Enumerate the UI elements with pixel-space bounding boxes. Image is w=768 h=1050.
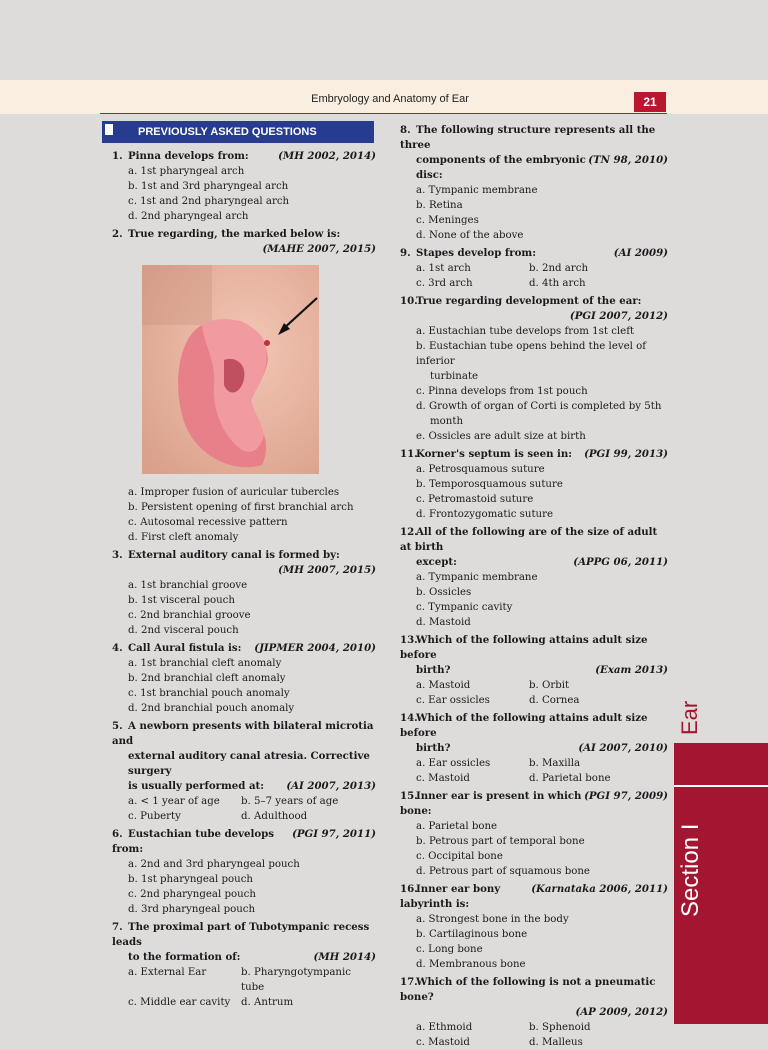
question-source: (MH 2002, 2014)	[278, 150, 376, 162]
sidebar-ear-label: Ear	[677, 700, 702, 735]
ear-photo	[142, 265, 319, 474]
header-rule	[100, 113, 667, 114]
option: a. Ear ossicles	[416, 758, 491, 769]
option: a. Eustachian tube develops from 1st cleft	[416, 326, 635, 337]
option: d. First cleft anomaly	[128, 532, 239, 543]
option: d. Adulthood	[241, 811, 308, 822]
option: d. Antrum	[241, 997, 294, 1008]
option: b. Petrous part of temporal bone	[416, 836, 585, 847]
option: e. Ossicles are adult size at birth	[416, 431, 586, 442]
question-number: 12.	[400, 526, 418, 538]
question-source: (MH 2007, 2015)	[278, 564, 376, 576]
page-number: 21	[634, 92, 666, 112]
question-text-line: is usually performed at:	[128, 780, 265, 792]
option: a. External Ear	[128, 967, 207, 978]
question-source: (TN 98, 2010)	[588, 154, 668, 166]
question-number: 14.	[400, 712, 418, 724]
option: c. Ear ossicles	[416, 695, 490, 706]
question-number: 10.	[400, 295, 418, 307]
option: a. 1st arch	[416, 263, 471, 274]
question-text: All of the following are of the size of adult at birth	[400, 526, 658, 553]
question-source: (PGI 97, 2009)	[584, 790, 668, 802]
question-text: True regarding development of the ear:	[416, 295, 642, 307]
question-text: Which of the following is not a pneumatic bone?	[400, 976, 656, 1003]
option: a. 1st branchial cleft anomaly	[128, 658, 282, 669]
option: c. 2nd pharyngeal pouch	[128, 889, 256, 900]
question-text-line: birth?	[416, 664, 451, 676]
question-number: 11.	[400, 448, 418, 460]
question-text-line: to the formation of:	[128, 951, 241, 963]
question-text-line: components of the embryonic disc:	[416, 154, 586, 181]
option: c. Middle ear cavity	[128, 997, 231, 1008]
option: b. 5–7 years of age	[241, 796, 339, 807]
option: c. 1st branchial pouch anomaly	[128, 688, 290, 699]
question-text: Inner ear is present in which bone:	[400, 790, 582, 817]
question-source: (AP 2009, 2012)	[575, 1006, 668, 1018]
question-source: (JIPMER 2004, 2010)	[254, 642, 376, 654]
option: c. Mastoid	[416, 1037, 470, 1048]
question-text: The proximal part of Tubotympanic recess leads	[112, 921, 370, 948]
question-number: 9.	[400, 247, 411, 259]
option-continuation: turbinate	[430, 371, 479, 382]
question-text: True regarding, the marked below is:	[128, 228, 341, 240]
question-number: 8.	[400, 124, 411, 136]
question-5	[112, 719, 376, 824]
option: b. 1st visceral pouch	[128, 595, 235, 606]
option: a. Tympanic membrane	[416, 572, 538, 583]
question-source: (AI 2007, 2013)	[286, 780, 376, 792]
question-number: 1.	[112, 150, 123, 162]
option: a. < 1 year of age	[128, 796, 220, 807]
option-continuation: month	[430, 416, 464, 427]
banner-title: PREVIOUSLY ASKED QUESTIONS	[138, 126, 317, 138]
option: d. 4th arch	[529, 278, 586, 289]
question-7	[112, 920, 376, 1010]
option: c. Puberty	[128, 811, 181, 822]
option: c. 2nd branchial groove	[128, 610, 251, 621]
option: c. Mastoid	[416, 773, 470, 784]
option: b. Cartilaginous bone	[416, 929, 528, 940]
option: b. Retina	[416, 200, 463, 211]
option: c. Petromastoid suture	[416, 494, 534, 505]
question-text-line: except:	[416, 556, 457, 568]
option: c. Long bone	[416, 944, 483, 955]
option: b. Maxilla	[529, 758, 581, 769]
question-3	[112, 548, 376, 638]
option: d. Frontozygomatic suture	[416, 509, 554, 520]
option: d. None of the above	[416, 230, 524, 241]
option: b. 2nd arch	[529, 263, 589, 274]
question-text: External auditory canal is formed by:	[128, 549, 340, 561]
running-header-title: Embryology and Anatomy of Ear	[311, 93, 469, 105]
option: d. Mastoid	[416, 617, 471, 628]
question-number: 6.	[112, 828, 123, 840]
question-11	[400, 447, 668, 522]
question-source: (PGI 2007, 2012)	[569, 310, 668, 322]
question-source: (MH 2014)	[313, 951, 376, 963]
option: b. 1st and 3rd pharyngeal arch	[128, 181, 289, 192]
option: a. Mastoid	[416, 680, 471, 691]
option: a. 1st pharyngeal arch	[128, 166, 245, 177]
question-text: Korner's septum is seen in:	[416, 448, 573, 460]
question-text: Stapes develop from:	[416, 247, 536, 259]
option: d. 2nd visceral pouch	[128, 625, 239, 636]
question-15	[400, 789, 668, 879]
banner-square-icon	[105, 124, 113, 135]
question-number: 7.	[112, 921, 123, 933]
option: d. Petrous part of squamous bone	[416, 866, 590, 877]
option: b. Persistent opening of first branchial arch	[128, 502, 354, 513]
option: a. Strongest bone in the body	[416, 914, 569, 925]
question-text: Pinna develops from:	[128, 150, 249, 162]
option: b. Sphenoid	[529, 1022, 591, 1033]
option: d. Growth of organ of Corti is completed by 5th	[416, 401, 662, 412]
option: c. 1st and 2nd pharyngeal arch	[128, 196, 290, 207]
option: b. 1st pharyngeal pouch	[128, 874, 253, 885]
question-source: (Karnataka 2006, 2011)	[531, 883, 668, 895]
question-source: (PGI 99, 2013)	[584, 448, 668, 460]
option: c. Meninges	[416, 215, 479, 226]
option: b. Orbit	[529, 680, 570, 691]
option: c. Occipital bone	[416, 851, 503, 862]
option: a. Petrosquamous suture	[416, 464, 545, 475]
question-text: Inner ear bony labyrinth is:	[400, 883, 501, 910]
question-12	[400, 525, 668, 630]
option: d. Membranous bone	[416, 959, 526, 970]
option: c. 3rd arch	[416, 278, 473, 289]
question-2	[112, 227, 376, 545]
option: d. Malleus	[529, 1037, 583, 1048]
question-number: 17.	[400, 976, 418, 988]
question-source: (AI 2009)	[613, 247, 668, 259]
question-number: 4.	[112, 642, 123, 654]
option: b. Eustachian tube opens behind the level of inferior	[416, 341, 647, 367]
left-column	[112, 121, 376, 1010]
question-17	[400, 975, 668, 1050]
option: c. Pinna develops from 1st pouch	[416, 386, 588, 397]
question-text: Which of the following attains adult size before	[400, 712, 648, 739]
sidebar-divider	[674, 785, 768, 787]
option: b. Temporosquamous suture	[416, 479, 563, 490]
option: c. Autosomal recessive pattern	[128, 517, 288, 528]
option: a. Tympanic membrane	[416, 185, 538, 196]
question-4	[112, 641, 376, 716]
option: c. Tympanic cavity	[416, 602, 513, 613]
question-9	[400, 246, 668, 291]
option: d. Parietal bone	[529, 773, 611, 784]
question-text: Eustachian tube develops from:	[112, 828, 275, 855]
question-source: (MAHE 2007, 2015)	[262, 243, 376, 255]
question-text: The following structure represents all the three	[400, 124, 656, 151]
option: a. Parietal bone	[416, 821, 498, 832]
question-text: A newborn presents with bilateral microtia and	[112, 720, 374, 747]
question-number: 5.	[112, 720, 123, 732]
question-10	[400, 294, 668, 444]
right-column	[400, 121, 668, 1050]
question-14	[400, 711, 668, 786]
sidebar-section-label: Section I	[677, 823, 704, 917]
question-16	[400, 882, 668, 972]
question-number: 2.	[112, 228, 123, 240]
option: b. 2nd branchial cleft anomaly	[128, 673, 286, 684]
question-number: 3.	[112, 549, 123, 561]
option: d. Cornea	[529, 695, 580, 706]
question-8	[400, 123, 668, 243]
option: d. 2nd pharyngeal arch	[128, 211, 249, 222]
question-6	[112, 827, 376, 917]
question-number: 16.	[400, 883, 418, 895]
question-13	[400, 633, 668, 708]
option: a. 1st branchial groove	[128, 580, 248, 591]
option: a. Improper fusion of auricular tubercles	[128, 487, 340, 498]
question-source: (APPG 06, 2011)	[573, 556, 668, 568]
question-text-line: external auditory canal atresia. Corrective surgery	[128, 750, 370, 777]
question-source: (AI 2007, 2010)	[578, 742, 668, 754]
question-1	[112, 149, 376, 224]
question-source: (Exam 2013)	[595, 664, 668, 676]
option: d. 3rd pharyngeal pouch	[128, 904, 256, 915]
question-source: (PGI 97, 2011)	[292, 828, 376, 840]
question-number: 13.	[400, 634, 418, 646]
option: b. Pharyngotympanic tube	[241, 967, 351, 993]
question-text: Call Aural fistula is:	[128, 642, 242, 654]
question-number: 15.	[400, 790, 418, 802]
option: a. Ethmoid	[416, 1022, 473, 1033]
option: d. 2nd branchial pouch anomaly	[128, 703, 295, 714]
question-text-line: birth?	[416, 742, 451, 754]
option: a. 2nd and 3rd pharyngeal pouch	[128, 859, 300, 870]
option: b. Ossicles	[416, 587, 472, 598]
section-banner	[102, 121, 374, 143]
question-text: Which of the following attains adult size before	[400, 634, 648, 661]
